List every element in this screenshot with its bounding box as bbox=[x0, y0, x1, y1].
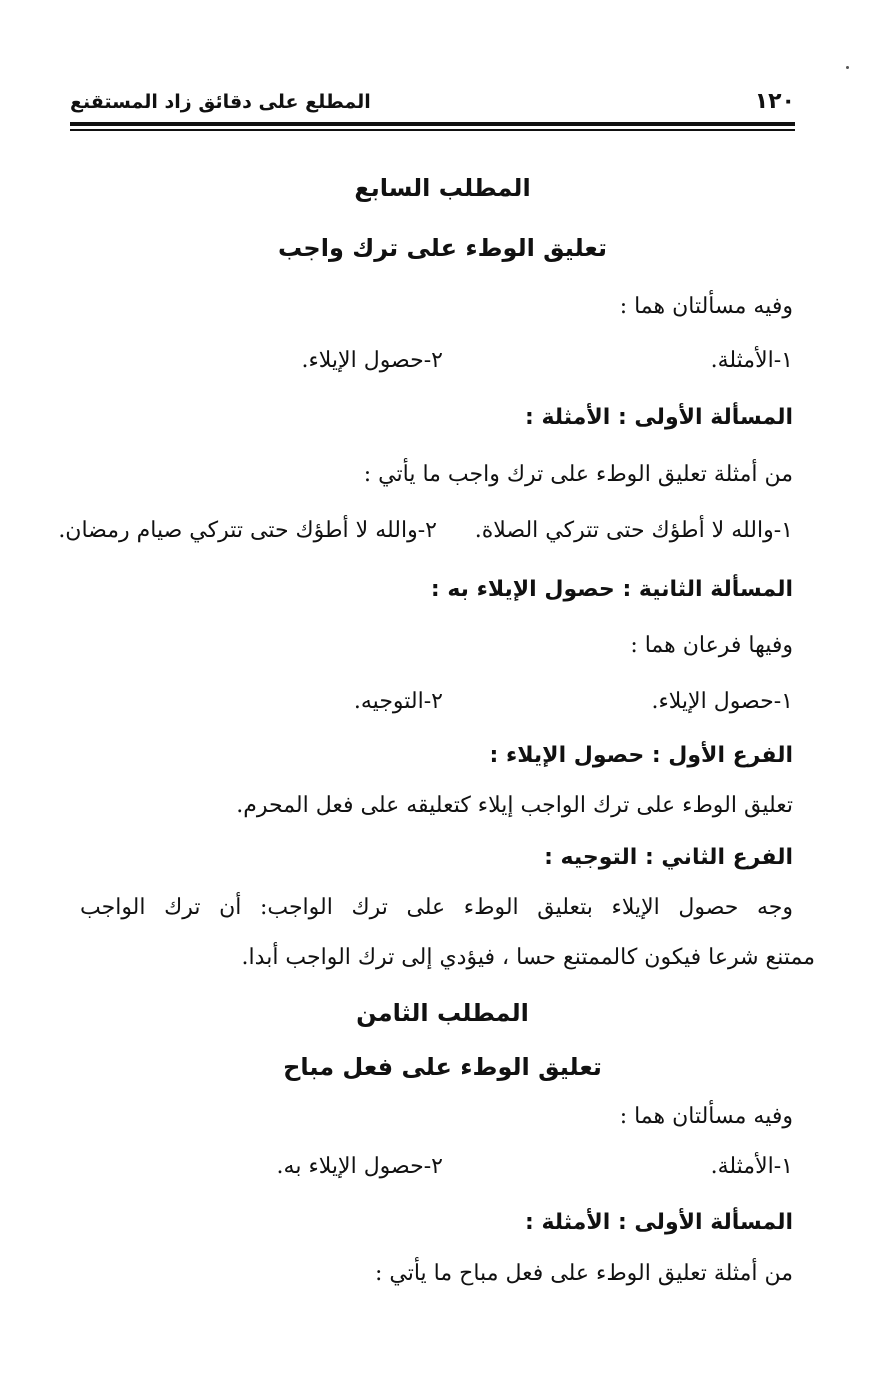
running-header bbox=[70, 84, 795, 120]
list-item: ١-الأمثلة. bbox=[710, 348, 793, 373]
list-item: ٢-التوجيه. bbox=[353, 689, 443, 714]
example-1: ١-والله لا أطؤك حتى تتركي الصلاة. bbox=[474, 518, 793, 543]
section-7-title: المطلب السابع bbox=[354, 174, 531, 202]
branch-1-heading: الفرع الأول : حصول الإيلاء : bbox=[489, 743, 793, 768]
header-rule-thin bbox=[70, 129, 795, 131]
section-8-issue-1-intro: من أمثلة تعليق الوطء على فعل مباح ما يأتي : bbox=[374, 1261, 793, 1286]
section-8-subtitle: تعليق الوطء على فعل مباح bbox=[283, 1053, 602, 1081]
page-number: ١٢٠ bbox=[754, 89, 795, 114]
branch-2-text-line-2: ممتنع شرعا فيكون كالممتنع حسا ، فيؤدي إلى ترك الواجب أبدا. bbox=[241, 945, 815, 970]
section-7-subtitle: تعليق الوطء على ترك واجب bbox=[278, 234, 607, 262]
section-8-issue-list bbox=[93, 1147, 793, 1187]
list-item: ٢-حصول الإيلاء. bbox=[301, 348, 443, 373]
branch-2-heading: الفرع الثاني : التوجيه : bbox=[544, 845, 793, 870]
scan-speck bbox=[846, 66, 849, 69]
branch-1-text: تعليق الوطء على ترك الواجب إيلاء كتعليقه على فعل المحرم. bbox=[236, 793, 793, 818]
section-8-title: المطلب الثامن bbox=[356, 999, 529, 1027]
list-item: ١-حصول الإيلاء. bbox=[651, 689, 793, 714]
example-2: ٢-والله لا أطؤك حتى تتركي صيام رمضان. bbox=[58, 518, 437, 543]
issue-2-intro: وفيها فرعان هما : bbox=[630, 633, 793, 658]
branch-2-text-line-1: وجه حصول الإيلاء بتعليق الوطء على ترك الواجب: أن ترك الواجب bbox=[80, 895, 793, 920]
issue-1-heading: المسألة الأولى : الأمثلة : bbox=[525, 405, 793, 430]
section-7-intro: وفيه مسألتان هما : bbox=[619, 294, 793, 319]
section-8-issue-1-heading: المسألة الأولى : الأمثلة : bbox=[525, 1210, 793, 1235]
issue-2-heading: المسألة الثانية : حصول الإيلاء به : bbox=[430, 577, 793, 602]
issue-2-branch-list bbox=[93, 682, 793, 722]
issue-1-intro: من أمثلة تعليق الوطء على ترك واجب ما يأتي : bbox=[363, 462, 793, 487]
section-7-issue-list bbox=[93, 341, 793, 381]
issue-1-examples bbox=[23, 511, 793, 551]
list-item: ٢-حصول الإيلاء به. bbox=[276, 1154, 443, 1179]
list-item: ١-الأمثلة. bbox=[710, 1154, 793, 1179]
header-rule-thick bbox=[70, 122, 795, 126]
section-8-intro: وفيه مسألتان هما : bbox=[619, 1104, 793, 1129]
book-title: المطلع على دقائق زاد المستقنع bbox=[70, 91, 371, 113]
